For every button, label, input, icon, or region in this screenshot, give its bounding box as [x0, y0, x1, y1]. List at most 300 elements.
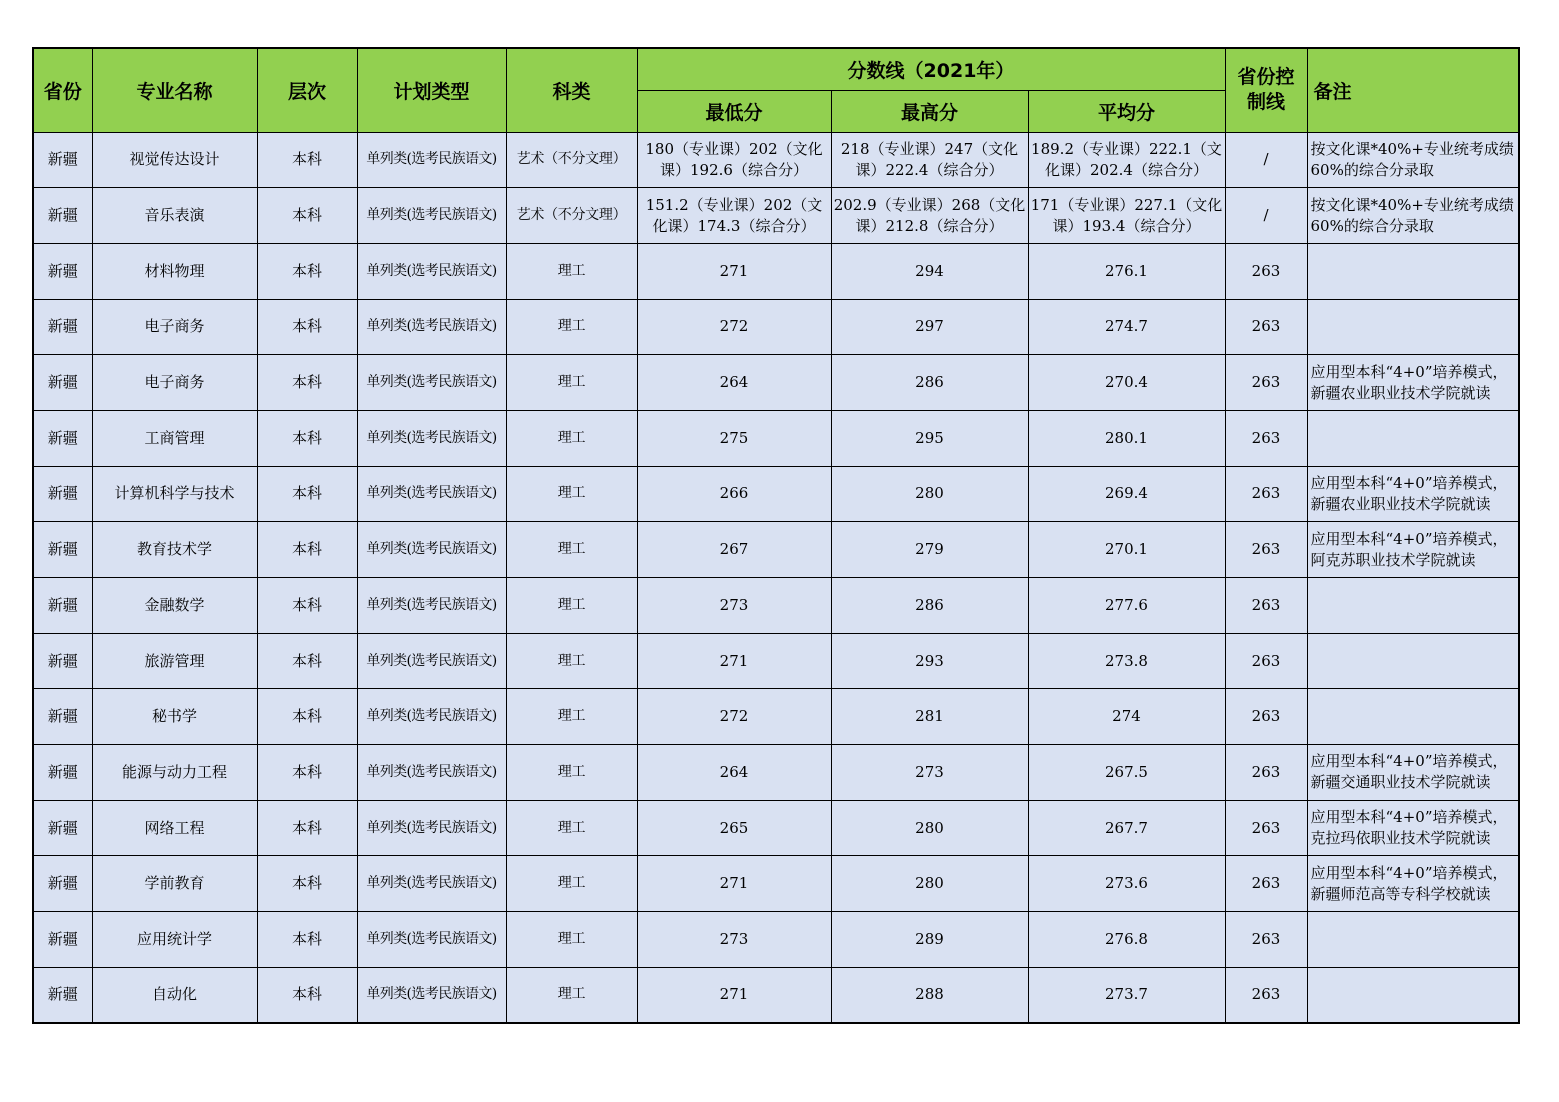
cell-subject [506, 689, 637, 745]
cell-subject-text: 理工 [557, 262, 586, 279]
cell-level-text: 本科 [291, 985, 322, 1004]
cell-plan-type [357, 243, 506, 299]
cell-plan-type [357, 578, 506, 634]
cell-min-score [637, 355, 831, 411]
cell-major [92, 689, 257, 745]
cell-min-score [637, 967, 831, 1023]
cell-province-text: 新疆 [47, 762, 78, 781]
cell-min-score-text: 273 [719, 929, 749, 948]
cell-max-score [831, 967, 1028, 1023]
cell-remark [1307, 800, 1519, 856]
cell-province [33, 132, 92, 188]
cell-remark [1307, 633, 1519, 689]
cell-avg-score-text: 274.7 [1105, 317, 1148, 336]
cell-max-score [831, 689, 1028, 745]
cell-max-score-text: 288 [915, 985, 944, 1004]
cell-province [33, 522, 92, 578]
cell-province-text: 新疆 [47, 428, 78, 447]
cell-subject [506, 243, 637, 299]
cell-plan-type-text: 单列类(选考民族语文) [366, 374, 497, 391]
cell-province-text: 新疆 [47, 874, 78, 893]
cell-control-line-text: 263 [1251, 651, 1281, 670]
cell-min-score [637, 856, 831, 912]
cell-control-line [1225, 745, 1307, 801]
cell-max-score [831, 745, 1028, 801]
cell-province [33, 410, 92, 466]
table-row [33, 410, 1519, 466]
table-row [33, 745, 1519, 801]
cell-major [92, 355, 257, 411]
cell-province-text: 新疆 [47, 707, 78, 726]
cell-remark [1307, 745, 1519, 801]
cell-plan-type-text: 单列类(选考民族语文) [366, 875, 497, 892]
cell-max-score [831, 912, 1028, 968]
cell-plan-type-text: 单列类(选考民族语文) [366, 207, 497, 224]
cell-min-score [637, 466, 831, 522]
cell-max-score [831, 243, 1028, 299]
header-control-line: 省份控制线 [1225, 48, 1307, 132]
cell-province-text: 新疆 [47, 985, 78, 1004]
cell-avg-score [1028, 299, 1225, 355]
cell-province [33, 355, 92, 411]
cell-province-text: 新疆 [47, 540, 78, 559]
cell-subject [506, 745, 637, 801]
cell-major-text: 视觉传达设计 [129, 150, 220, 169]
cell-min-score-text: 265 [719, 818, 749, 837]
header-major: 专业名称 [92, 48, 257, 132]
cell-avg-score-text: 267.5 [1105, 762, 1148, 781]
cell-subject [506, 578, 637, 634]
cell-major-text: 电子商务 [144, 317, 205, 336]
table-row [33, 912, 1519, 968]
cell-avg-score [1028, 912, 1225, 968]
cell-avg-score [1028, 355, 1225, 411]
cell-plan-type-text: 单列类(选考民族语文) [366, 485, 497, 502]
cell-max-score-text: 281 [915, 707, 944, 726]
cell-subject-text: 理工 [557, 541, 586, 558]
cell-plan-type [357, 410, 506, 466]
cell-min-score-text: 151.2（专业课）202（文化课）174.3（综合分） [645, 195, 823, 235]
cell-min-score [637, 243, 831, 299]
cell-province [33, 689, 92, 745]
cell-level-text: 本科 [291, 373, 322, 392]
cell-major [92, 188, 257, 244]
cell-major-text: 金融数学 [144, 595, 205, 614]
cell-avg-score [1028, 243, 1225, 299]
cell-avg-score-text: 171（专业课）227.1（文化课）193.4（综合分） [1030, 195, 1223, 235]
cell-avg-score [1028, 689, 1225, 745]
cell-max-score-text: 280 [915, 874, 944, 893]
cell-province-text: 新疆 [47, 651, 78, 670]
cell-remark-text: 按文化课*40%+专业统考成绩60%的综合分录取 [1310, 139, 1514, 179]
cell-plan-type-text: 单列类(选考民族语文) [366, 262, 497, 279]
cell-province [33, 912, 92, 968]
cell-max-score-text: 293 [915, 651, 944, 670]
cell-plan-type-text: 单列类(选考民族语文) [366, 429, 497, 446]
cell-level [257, 188, 357, 244]
cell-plan-type [357, 967, 506, 1023]
table-row [33, 689, 1519, 745]
cell-major-text: 自动化 [151, 985, 197, 1004]
cell-control-line [1225, 299, 1307, 355]
cell-avg-score [1028, 967, 1225, 1023]
cell-subject [506, 967, 637, 1023]
cell-avg-score-text: 270.4 [1105, 373, 1148, 392]
cell-level [257, 410, 357, 466]
cell-major [92, 466, 257, 522]
cell-max-score-text: 286 [915, 373, 944, 392]
cell-subject-text: 艺术（不分文理） [516, 151, 627, 168]
cell-min-score-text: 271 [719, 985, 749, 1004]
cell-control-line-text: 263 [1251, 985, 1281, 1004]
header-max-score: 最高分 [831, 90, 1028, 132]
header-score-group: 分数线（2021年） [637, 48, 1225, 90]
cell-plan-type-text: 单列类(选考民族语文) [366, 763, 497, 780]
cell-level [257, 912, 357, 968]
cell-max-score-text: 280 [915, 818, 944, 837]
cell-max-score [831, 578, 1028, 634]
cell-plan-type-text: 单列类(选考民族语文) [366, 596, 497, 613]
table-row [33, 578, 1519, 634]
cell-major [92, 856, 257, 912]
cell-province-text: 新疆 [47, 595, 78, 614]
cell-province [33, 856, 92, 912]
cell-subject-text: 理工 [557, 930, 586, 947]
cell-major [92, 132, 257, 188]
cell-max-score-text: 202.9（专业课）268（文化课）212.8（综合分） [833, 195, 1026, 235]
cell-level-text: 本科 [291, 874, 322, 893]
cell-remark-text: 应用型本科“4+0”培养模式，新疆师范高等专科学校就读 [1310, 863, 1508, 903]
cell-min-score-text: 264 [719, 762, 749, 781]
cell-max-score [831, 299, 1028, 355]
cell-subject-text: 理工 [557, 374, 586, 391]
cell-plan-type [357, 745, 506, 801]
cell-min-score-text: 267 [719, 540, 749, 559]
cell-plan-type [357, 800, 506, 856]
cell-plan-type-text: 单列类(选考民族语文) [366, 151, 497, 168]
header-remark: 备注 [1307, 48, 1519, 132]
cell-major [92, 410, 257, 466]
cell-level [257, 466, 357, 522]
cell-min-score-text: 271 [719, 261, 749, 280]
cell-max-score [831, 132, 1028, 188]
cell-plan-type [357, 355, 506, 411]
header-plan-type: 计划类型 [357, 48, 506, 132]
cell-remark-text: 按文化课*40%+专业统考成绩60%的综合分录取 [1310, 195, 1514, 235]
cell-province-text: 新疆 [47, 206, 78, 225]
cell-min-score-text: 273 [719, 595, 749, 614]
cell-province-text: 新疆 [47, 818, 78, 837]
cell-max-score [831, 355, 1028, 411]
cell-max-score-text: 289 [915, 929, 944, 948]
cell-remark-text: 应用型本科“4+0”培养模式，新疆农业职业技术学院就读 [1310, 473, 1508, 513]
cell-plan-type-text: 单列类(选考民族语文) [366, 318, 497, 335]
cell-max-score-text: 218（专业课）247（文化课）222.4（综合分） [840, 139, 1019, 179]
cell-min-score [637, 410, 831, 466]
table-row [33, 243, 1519, 299]
table-row [33, 633, 1519, 689]
cell-min-score [637, 689, 831, 745]
cell-level-text: 本科 [291, 150, 322, 169]
cell-province [33, 633, 92, 689]
cell-control-line [1225, 355, 1307, 411]
cell-control-line [1225, 800, 1307, 856]
cell-min-score [637, 578, 831, 634]
cell-avg-score-text: 277.6 [1105, 595, 1148, 614]
cell-level-text: 本科 [291, 818, 322, 837]
cell-avg-score-text: 269.4 [1105, 484, 1148, 503]
cell-avg-score [1028, 578, 1225, 634]
cell-control-line-text: 263 [1251, 261, 1281, 280]
cell-major-text: 学前教育 [144, 874, 205, 893]
cell-province-text: 新疆 [47, 261, 78, 280]
cell-subject [506, 856, 637, 912]
cell-province [33, 243, 92, 299]
cell-avg-score-text: 189.2（专业课）222.1（文化课）202.4（综合分） [1031, 139, 1222, 179]
cell-major [92, 800, 257, 856]
cell-level [257, 967, 357, 1023]
cell-plan-type-text: 单列类(选考民族语文) [366, 819, 497, 836]
cell-level [257, 745, 357, 801]
table-row [33, 355, 1519, 411]
cell-max-score [831, 188, 1028, 244]
cell-control-line [1225, 689, 1307, 745]
cell-major-text: 材料物理 [144, 261, 205, 280]
cell-subject [506, 522, 637, 578]
cell-control-line-text: 263 [1251, 595, 1281, 614]
cell-plan-type [357, 132, 506, 188]
cell-avg-score [1028, 410, 1225, 466]
cell-level [257, 633, 357, 689]
header-min-score: 最低分 [637, 90, 831, 132]
cell-major [92, 912, 257, 968]
cell-min-score-text: 271 [719, 874, 749, 893]
cell-control-line-text: 263 [1251, 540, 1281, 559]
cell-subject-text: 理工 [557, 652, 586, 669]
cell-level [257, 522, 357, 578]
cell-max-score-text: 294 [915, 261, 944, 280]
cell-province [33, 188, 92, 244]
cell-remark [1307, 132, 1519, 188]
cell-remark-text: 应用型本科“4+0”培养模式，新疆交通职业技术学院就读 [1310, 752, 1508, 792]
cell-avg-score-text: 280.1 [1105, 428, 1148, 447]
cell-level [257, 800, 357, 856]
header-subject: 科类 [506, 48, 637, 132]
cell-control-line [1225, 912, 1307, 968]
cell-province-text: 新疆 [47, 317, 78, 336]
cell-plan-type [357, 522, 506, 578]
cell-control-line-text: 263 [1251, 428, 1281, 447]
cell-avg-score-text: 267.7 [1105, 818, 1148, 837]
table-row [33, 299, 1519, 355]
cell-plan-type [357, 856, 506, 912]
cell-control-line-text: 263 [1251, 484, 1281, 503]
table-row [33, 800, 1519, 856]
cell-major-text: 教育技术学 [136, 540, 212, 559]
cell-max-score [831, 466, 1028, 522]
cell-major [92, 243, 257, 299]
cell-remark [1307, 243, 1519, 299]
cell-min-score-text: 272 [719, 317, 749, 336]
header-avg-score: 平均分 [1028, 90, 1225, 132]
cell-control-line [1225, 132, 1307, 188]
cell-remark [1307, 689, 1519, 745]
table-body [33, 132, 1519, 1023]
table-row [33, 967, 1519, 1023]
cell-subject-text: 理工 [557, 596, 586, 613]
cell-max-score [831, 856, 1028, 912]
cell-avg-score-text: 276.1 [1105, 261, 1148, 280]
cell-subject [506, 132, 637, 188]
cell-subject [506, 633, 637, 689]
cell-min-score-text: 266 [719, 484, 749, 503]
cell-major-text: 秘书学 [151, 707, 197, 726]
cell-subject [506, 299, 637, 355]
cell-remark [1307, 410, 1519, 466]
cell-control-line [1225, 466, 1307, 522]
cell-plan-type-text: 单列类(选考民族语文) [366, 708, 497, 725]
cell-min-score-text: 271 [719, 651, 749, 670]
cell-control-line [1225, 578, 1307, 634]
cell-avg-score [1028, 745, 1225, 801]
cell-major-text: 旅游管理 [144, 651, 205, 670]
cell-subject-text: 理工 [557, 318, 586, 335]
cell-remark [1307, 522, 1519, 578]
cell-avg-score [1028, 856, 1225, 912]
cell-major-text: 能源与动力工程 [121, 762, 227, 781]
cell-province [33, 578, 92, 634]
cell-level [257, 355, 357, 411]
cell-control-line-text: / [1263, 150, 1269, 169]
cell-subject-text: 理工 [557, 819, 586, 836]
cell-subject [506, 800, 637, 856]
cell-control-line-text: 263 [1251, 707, 1281, 726]
cell-plan-type [357, 633, 506, 689]
cell-plan-type [357, 466, 506, 522]
cell-subject-text: 理工 [557, 875, 586, 892]
cell-level [257, 689, 357, 745]
cell-remark [1307, 578, 1519, 634]
cell-min-score-text: 275 [719, 428, 749, 447]
cell-control-line [1225, 188, 1307, 244]
cell-major-text: 音乐表演 [144, 206, 205, 225]
cell-subject [506, 466, 637, 522]
cell-subject [506, 355, 637, 411]
cell-max-score-text: 286 [915, 595, 944, 614]
cell-remark-text: 应用型本科“4+0”培养模式，新疆农业职业技术学院就读 [1310, 362, 1508, 402]
cell-major-text: 计算机科学与技术 [114, 484, 235, 503]
cell-major-text: 网络工程 [144, 818, 205, 837]
cell-province [33, 800, 92, 856]
cell-min-score [637, 745, 831, 801]
cell-max-score [831, 522, 1028, 578]
cell-avg-score-text: 273.7 [1105, 985, 1148, 1004]
cell-province [33, 745, 92, 801]
cell-level [257, 132, 357, 188]
cell-plan-type [357, 299, 506, 355]
score-table [32, 47, 1520, 1024]
cell-avg-score-text: 273.8 [1105, 651, 1148, 670]
cell-min-score [637, 299, 831, 355]
cell-max-score [831, 800, 1028, 856]
cell-min-score [637, 800, 831, 856]
cell-province-text: 新疆 [47, 150, 78, 169]
cell-major [92, 299, 257, 355]
cell-remark [1307, 299, 1519, 355]
cell-min-score [637, 188, 831, 244]
cell-remark [1307, 912, 1519, 968]
cell-remark [1307, 856, 1519, 912]
cell-level [257, 856, 357, 912]
cell-control-line [1225, 633, 1307, 689]
cell-province [33, 466, 92, 522]
cell-level-text: 本科 [291, 929, 322, 948]
cell-level-text: 本科 [291, 651, 322, 670]
cell-subject [506, 410, 637, 466]
cell-level-text: 本科 [291, 428, 322, 447]
cell-avg-score-text: 273.6 [1105, 874, 1148, 893]
table-row [33, 466, 1519, 522]
cell-avg-score-text: 270.1 [1105, 540, 1148, 559]
cell-level-text: 本科 [291, 595, 322, 614]
cell-remark-text: 应用型本科“4+0”培养模式，克拉玛依职业技术学院就读 [1310, 808, 1508, 848]
cell-major [92, 578, 257, 634]
cell-remark-text: 应用型本科“4+0”培养模式，阿克苏职业技术学院就读 [1310, 529, 1508, 569]
cell-plan-type-text: 单列类(选考民族语文) [366, 930, 497, 947]
cell-min-score [637, 912, 831, 968]
cell-subject-text: 艺术（不分文理） [516, 207, 627, 224]
cell-remark [1307, 188, 1519, 244]
cell-control-line [1225, 856, 1307, 912]
cell-plan-type-text: 单列类(选考民族语文) [366, 986, 497, 1003]
cell-control-line [1225, 967, 1307, 1023]
cell-major [92, 745, 257, 801]
cell-level-text: 本科 [291, 206, 322, 225]
cell-control-line-text: 263 [1251, 874, 1281, 893]
cell-remark [1307, 466, 1519, 522]
cell-min-score [637, 633, 831, 689]
cell-min-score-text: 180（专业课）202（文化课）192.6（综合分） [645, 139, 823, 179]
cell-subject-text: 理工 [557, 708, 586, 725]
cell-min-score-text: 272 [719, 707, 749, 726]
cell-major-text: 应用统计学 [136, 929, 212, 948]
cell-max-score-text: 295 [915, 428, 944, 447]
cell-level-text: 本科 [291, 484, 322, 503]
cell-avg-score-text: 274 [1112, 707, 1141, 726]
cell-level [257, 578, 357, 634]
cell-control-line-text: 263 [1251, 762, 1281, 781]
cell-control-line-text: 263 [1251, 317, 1281, 336]
cell-province [33, 299, 92, 355]
cell-min-score [637, 132, 831, 188]
cell-level [257, 243, 357, 299]
cell-province [33, 967, 92, 1023]
cell-avg-score [1028, 188, 1225, 244]
cell-avg-score-text: 276.8 [1105, 929, 1148, 948]
table-row [33, 856, 1519, 912]
cell-plan-type-text: 单列类(选考民族语文) [366, 652, 497, 669]
cell-level [257, 299, 357, 355]
cell-province-text: 新疆 [47, 373, 78, 392]
cell-control-line [1225, 410, 1307, 466]
cell-subject [506, 912, 637, 968]
cell-max-score-text: 273 [915, 762, 944, 781]
cell-level-text: 本科 [291, 540, 322, 559]
cell-major [92, 967, 257, 1023]
cell-remark [1307, 355, 1519, 411]
cell-major-text: 工商管理 [144, 428, 205, 447]
cell-control-line [1225, 522, 1307, 578]
